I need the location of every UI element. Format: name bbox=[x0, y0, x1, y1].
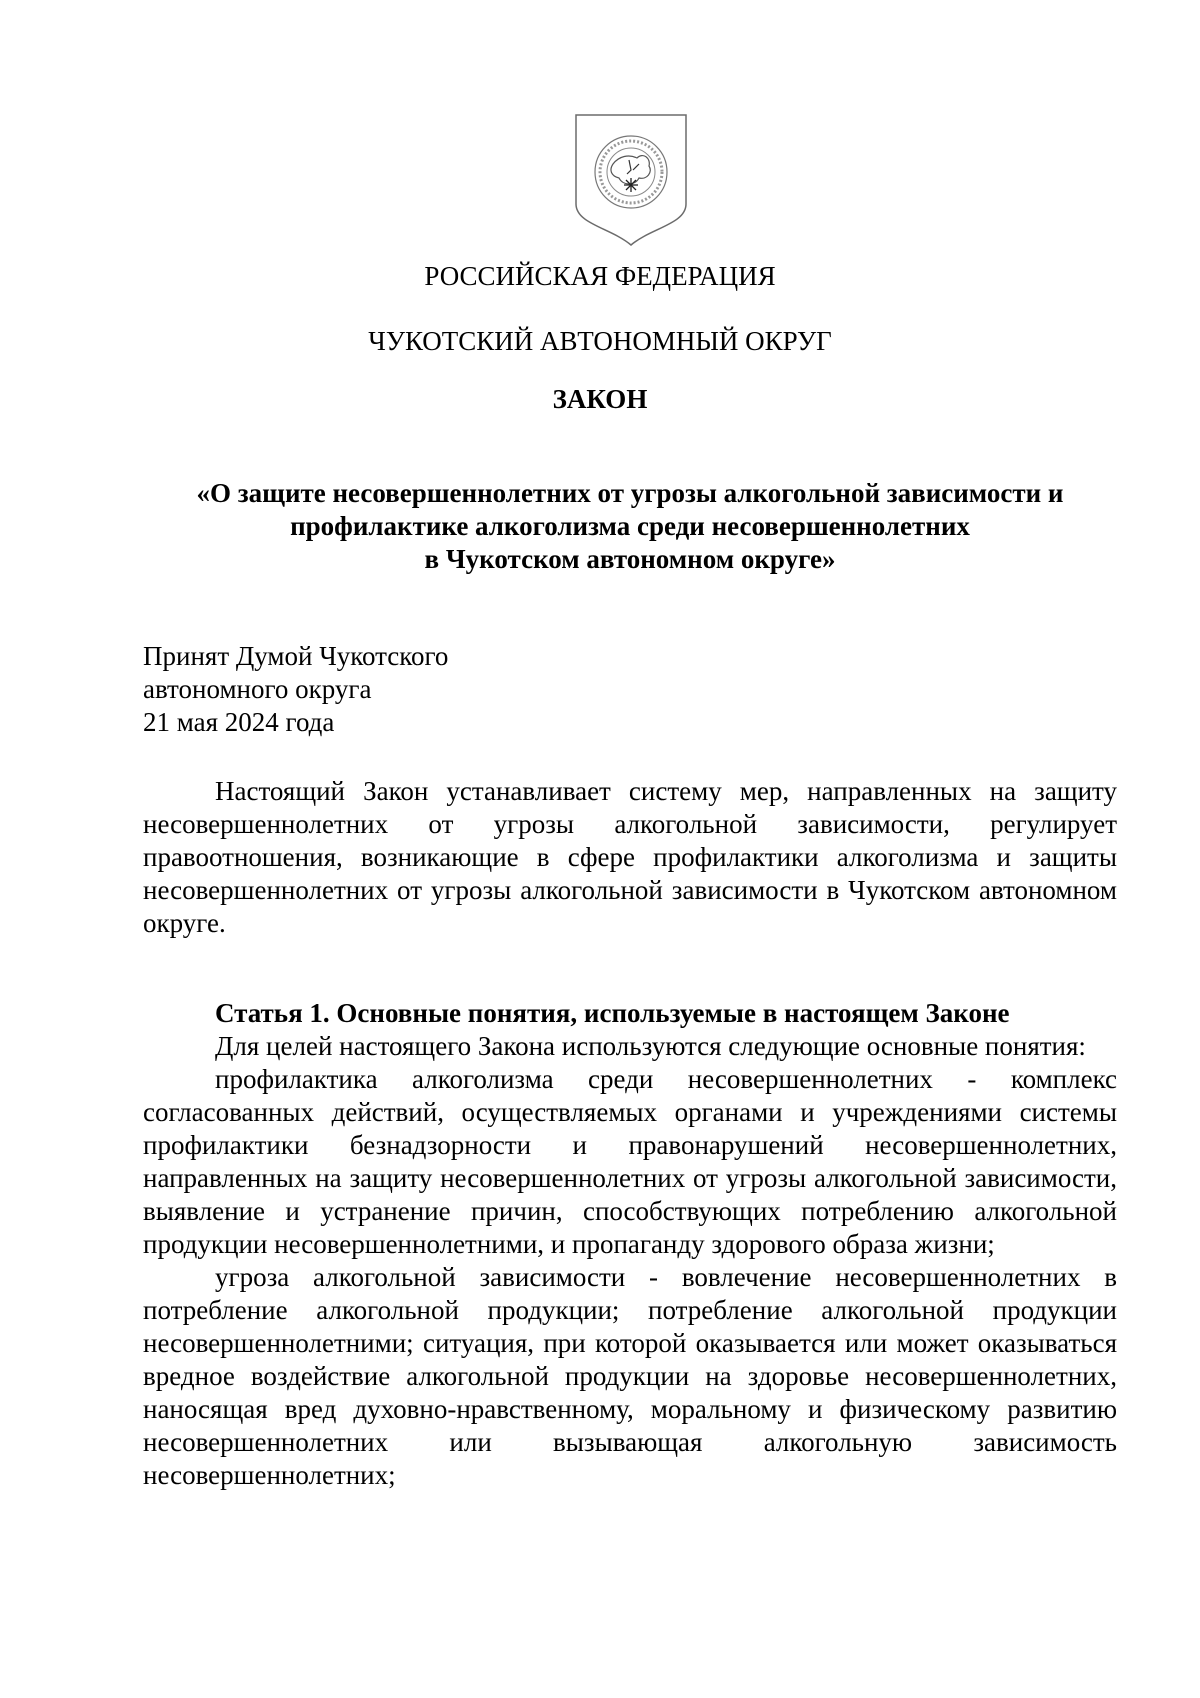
preamble-paragraph: Настоящий Закон устанавливает систему мер, направленных на защиту несовершеннолетних от угрозы алкогольной зависимости, регулирует правоотношения, возникающие в сфере профилактики алкоголизма и защиты несовершеннолетних от угрозы алкогольной зависимости в Чукотском автономном округе. bbox=[143, 776, 1117, 938]
coat-of-arms-emblem bbox=[573, 112, 689, 248]
law-title-line: «О защите несовершеннолетних от угрозы алкогольной зависимости и bbox=[196, 478, 1064, 508]
article-1-title: Статья 1. Основные понятия, используемые в настоящем Законе bbox=[215, 998, 1010, 1028]
law-title bbox=[140, 477, 1120, 576]
preamble bbox=[143, 775, 1117, 940]
article-paragraph: угроза алкогольной зависимости - вовлечение несовершеннолетних в потребление алкогольной продукции; потребление алкогольной продукции несовершеннолетними; ситуация, при которой оказывается или может оказываться вредное воздействие алкогольной продукции на здоровье несовершеннолетних, наносящая вред духовно-нравственному, моральному и физическому развитию несовершеннолетних или вызывающая алкогольную зависимость несовершеннолетних; bbox=[143, 1262, 1117, 1490]
adoption-line: автономного округа bbox=[143, 674, 372, 704]
adoption-info bbox=[143, 640, 448, 739]
article-1-body bbox=[143, 1030, 1117, 1492]
law-title-line: профилактике алкоголизма среди несовершеннолетних bbox=[290, 511, 970, 541]
doc-type-heading: ЗАКОН bbox=[552, 384, 648, 414]
country-heading: РОССИЙСКАЯ ФЕДЕРАЦИЯ bbox=[424, 261, 776, 291]
adoption-date: 21 мая 2024 года bbox=[143, 707, 335, 737]
article-paragraph: Для целей настоящего Закона используются следующие основные понятия: bbox=[215, 1031, 1086, 1061]
adoption-line: Принят Думой Чукотского bbox=[143, 641, 449, 671]
article-paragraph: профилактика алкоголизма среди несовершеннолетних - комплекс согласованных действий, осуществляемых органами и учреждениями системы профилактики безнадзорности и правонарушений несовершеннолетних, направленных на защиту несовершеннолетних от угрозы алкогольной зависимости, выявление и устранение причин, способствующих потреблению алкогольной продукции несовершеннолетними, и пропаганду здорового образа жизни; bbox=[143, 1064, 1117, 1259]
region-heading: ЧУКОТСКИЙ АВТОНОМНЫЙ ОКРУГ bbox=[368, 326, 832, 356]
law-title-line: в Чукотском автономном округе» bbox=[424, 544, 836, 574]
